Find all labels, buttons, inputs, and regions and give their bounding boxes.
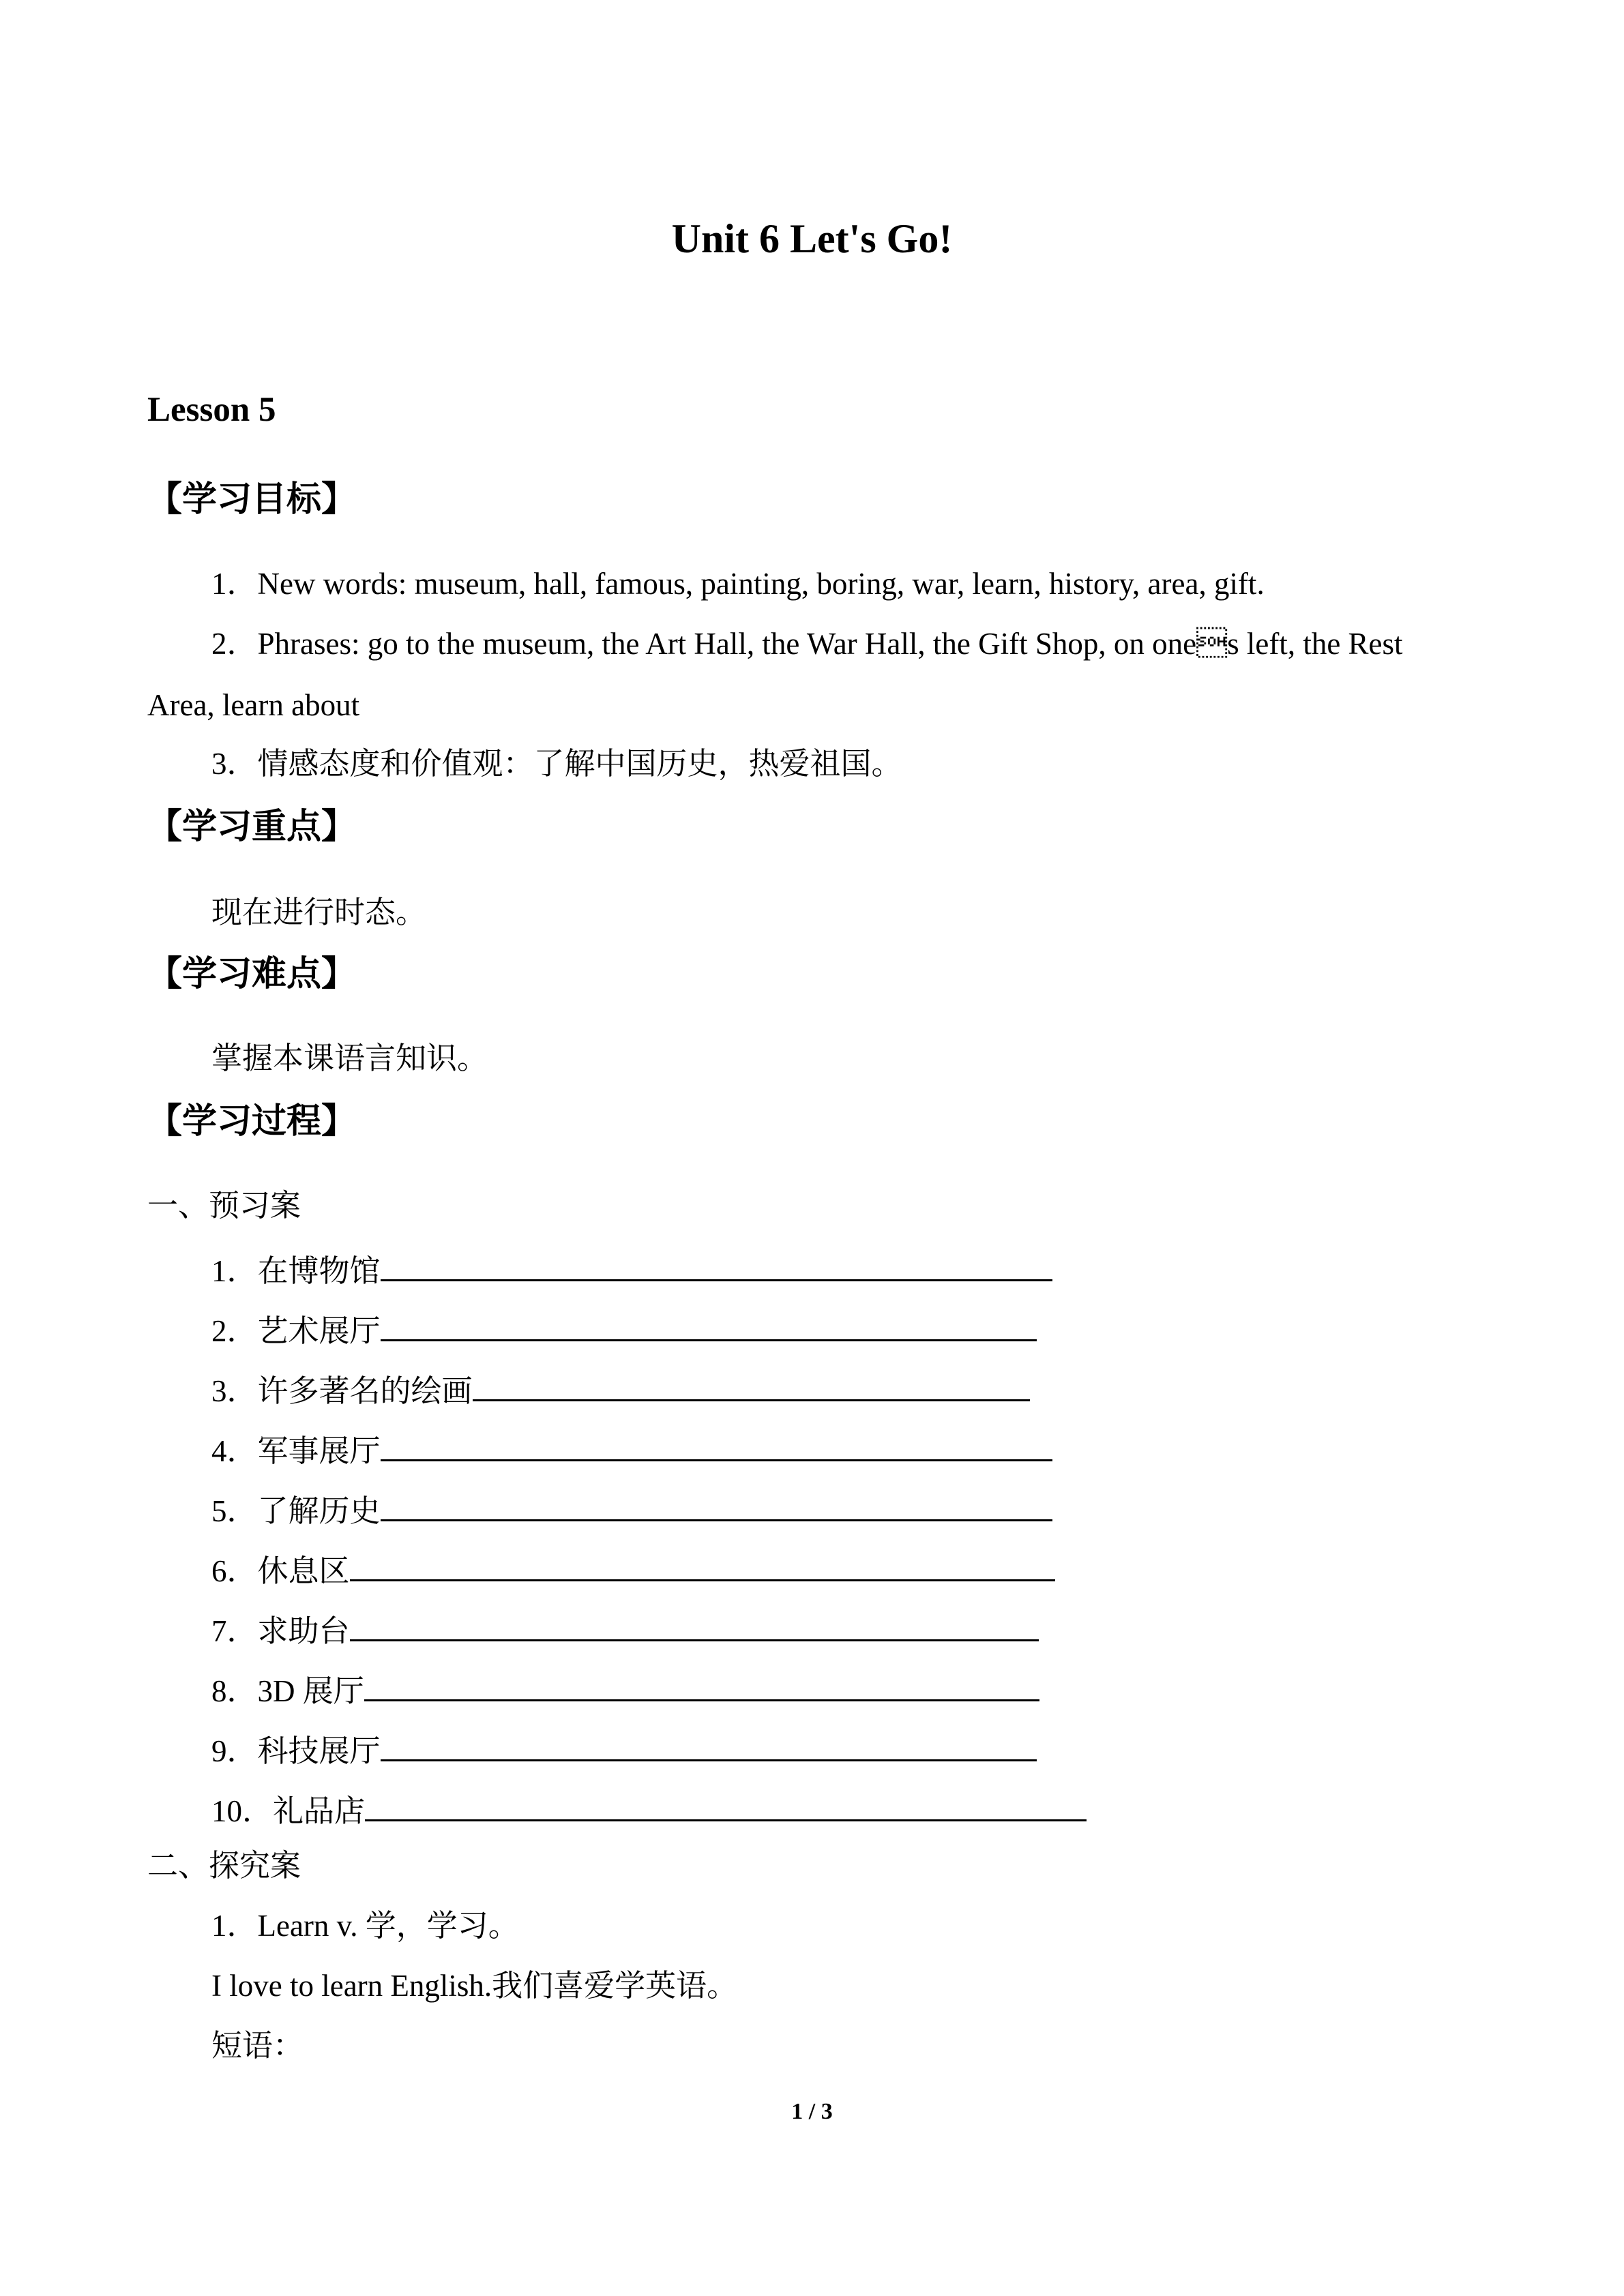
answer-blank[interactable]: [365, 1785, 1087, 1821]
preview-item-label: 2．艺术展厅: [211, 1314, 381, 1348]
objectives-heading: 【学习目标】: [147, 481, 357, 519]
difficulties-text: 掌握本课语言知识。: [211, 1041, 488, 1075]
objective-item-3: 3．情感态度和价值观：了解中国历史，热爱祖国。: [211, 747, 902, 781]
preview-item-label: 3．许多著名的绘画: [211, 1374, 473, 1408]
preview-item-6: [211, 1545, 1055, 1592]
key-points-text: 现在进行时态。: [211, 895, 427, 929]
preview-item-label: 8．3D 展厅: [211, 1674, 364, 1708]
process-heading: 【学习过程】: [147, 1103, 357, 1141]
answer-blank[interactable]: [381, 1725, 1037, 1761]
preview-item-8: [211, 1665, 1039, 1712]
answer-blank[interactable]: [381, 1245, 1052, 1281]
preview-item-5: [211, 1485, 1052, 1532]
preview-item-9: [211, 1725, 1037, 1772]
explore-section-title: 二、探究案: [147, 1849, 301, 1883]
explore-line-1: 1．Learn v. 学，学习。: [211, 1909, 519, 1943]
preview-item-label: 6．休息区: [211, 1554, 350, 1588]
answer-blank[interactable]: [381, 1425, 1052, 1461]
key-points-heading: 【学习重点】: [147, 808, 357, 846]
document-title: Unit 6 Let's Go!: [671, 216, 953, 261]
preview-section-title: 一、预习案: [147, 1189, 301, 1223]
preview-item-4: [211, 1425, 1052, 1472]
preview-item-3: [211, 1365, 1030, 1412]
preview-item-label: 1．在博物馆: [211, 1254, 381, 1288]
preview-item-label: 10．礼品店: [211, 1794, 366, 1828]
objective-item-1: 1．New words: museum, hall, famous, painting, boring, war, learn, history, area, gift.: [211, 567, 1265, 601]
answer-blank[interactable]: [381, 1485, 1052, 1521]
preview-item-10: [211, 1785, 1087, 1832]
preview-item-label: 5．了解历史: [211, 1494, 381, 1528]
objective-item-2: 2．Phrases: go to the museum, the Art Hall, the War Hall, the Gift Shop, on ones left, the Rest: [211, 627, 1403, 661]
answer-blank[interactable]: [350, 1545, 1055, 1581]
preview-item-1: [211, 1245, 1052, 1292]
answer-blank[interactable]: [364, 1665, 1039, 1701]
page-indicator: 1 / 3: [791, 2099, 833, 2124]
answer-blank[interactable]: [473, 1365, 1030, 1401]
objective-item-2-continued: Area, learn about: [147, 688, 360, 722]
preview-item-label: 7．求助台: [211, 1614, 350, 1648]
lesson-heading: Lesson 5: [147, 391, 276, 429]
explore-phrases-label: 短语：: [211, 2029, 304, 2063]
answer-blank[interactable]: [350, 1605, 1039, 1641]
preview-item-2: [211, 1305, 1037, 1352]
answer-blank[interactable]: [381, 1305, 1037, 1341]
explore-example-sentence: I love to learn English.我们喜爱学英语。: [211, 1969, 738, 2003]
preview-item-label: 4．军事展厅: [211, 1434, 381, 1468]
preview-item-7: [211, 1605, 1039, 1652]
preview-item-label: 9．科技展厅: [211, 1734, 381, 1768]
difficulties-heading: 【学习难点】: [147, 955, 357, 994]
